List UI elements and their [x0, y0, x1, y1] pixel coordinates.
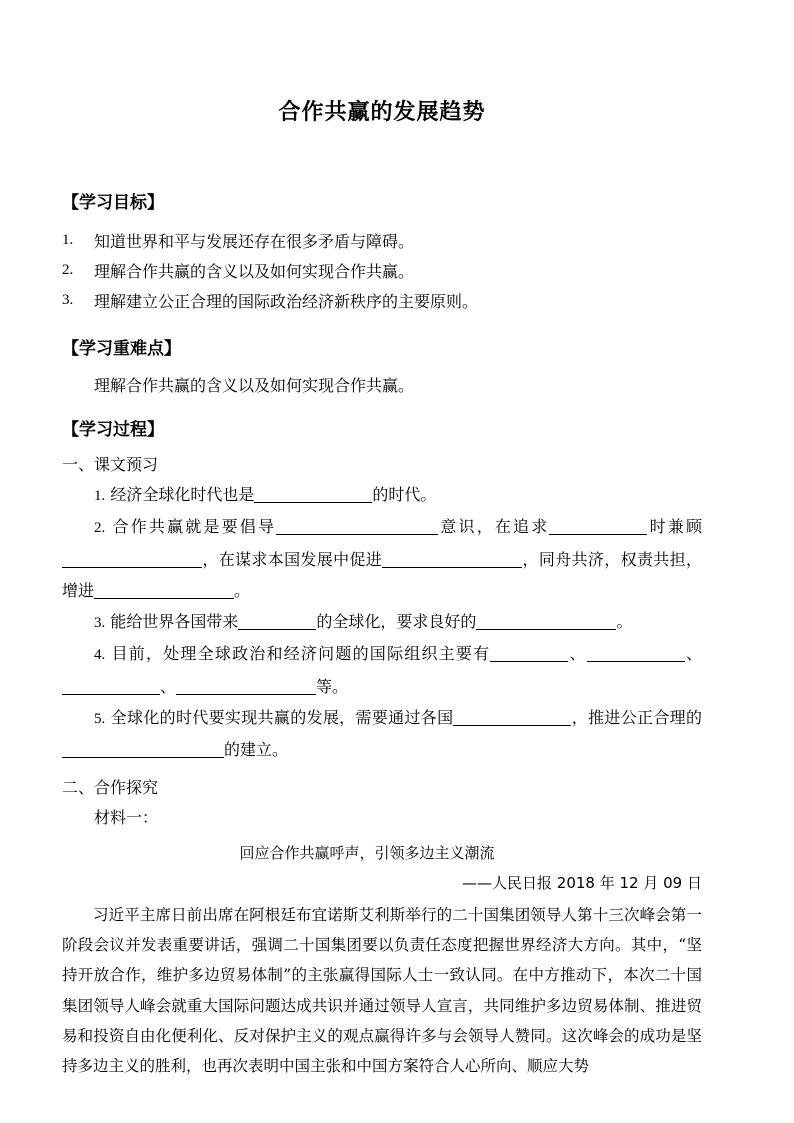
answer-blank[interactable]: [382, 552, 522, 568]
question-item-1: [62, 479, 702, 511]
list-item-text: 知道世界和平与发展还存在很多矛盾与障碍。: [94, 232, 415, 252]
section-heading-process: 【学习过程】: [62, 419, 164, 440]
objectives-list: [62, 227, 702, 316]
list-item-number: 1.: [62, 232, 74, 249]
list-item-number: 3.: [62, 291, 74, 308]
question-text-segment: 。: [616, 612, 633, 632]
material-body: [62, 900, 702, 1081]
question-number: 1.: [94, 488, 106, 505]
material-body-part-2: 的主张赢得国际人士一致认同。在中方推动下，本次二十国集团领导人峰会就重大国际问题达成共识并通过领导人宣言，共同维护多边贸易体制、推进贸易和投资自由化便利化、反对保护主义的观点赢得许多与会领导人赞同。这次峰会的成功是坚持多边主义的胜利，也再次表明中国主张和中国方案符合人心所向、顺应大势: [62, 966, 702, 1075]
question-text-segment: 的全球化，要求良好的: [316, 612, 477, 632]
answer-blank[interactable]: [549, 519, 647, 535]
question-number: 4.: [94, 647, 106, 664]
answer-blank[interactable]: [587, 646, 685, 662]
question-number: 5.: [94, 710, 106, 727]
list-item-text: 理解建立公正合理的国际政治经济新秩序的主要原则。: [94, 291, 479, 311]
answer-blank[interactable]: [62, 742, 224, 758]
material-title: 回应合作共赢呼声，引领多边主义潮流: [239, 844, 495, 863]
answer-blank[interactable]: [94, 583, 234, 599]
answer-blank[interactable]: [453, 710, 571, 726]
question-separator: 、: [160, 676, 177, 696]
question-text-segment: 全球化的时代要实现共赢的发展，需要通过各国: [110, 707, 454, 727]
list-item-text: 理解合作共赢的含义以及如何实现合作共赢。: [94, 261, 415, 281]
page-title: 合作共赢的发展趋势: [278, 100, 486, 125]
material-body-part-1: 习近平主席日前出席在阿根廷布宜诺斯艾利斯举行的二十国集团领导人第十三次峰会第一阶段会议并发表重要讲话，强调二十国集团要以负责任态度把握世界经济大方向。其中，: [62, 905, 702, 955]
answer-blank[interactable]: [254, 487, 372, 503]
question-text-segment: 。: [234, 580, 251, 600]
answer-blank[interactable]: [176, 679, 316, 695]
question-text-segment: 时兼顾: [647, 517, 702, 537]
question-text-segment: 目前，处理全球政治和经济问题的国际组织主要有: [111, 644, 491, 664]
question-item-2: [62, 511, 702, 606]
question-text-segment: ，在谋求本国发展中促进: [202, 549, 383, 569]
question-item-3: [62, 606, 702, 638]
question-item-5: [62, 702, 702, 765]
answer-blank[interactable]: [490, 646, 568, 662]
material-label: 材料一：: [94, 807, 159, 827]
question-text-segment: 的时代。: [372, 485, 437, 505]
answer-blank[interactable]: [476, 614, 616, 630]
subsection-heading-inquiry: 二、合作探究: [62, 778, 159, 798]
list-item: [62, 257, 702, 287]
answer-blank[interactable]: [62, 679, 160, 695]
answer-blank[interactable]: [62, 552, 202, 568]
question-separator: 、: [568, 644, 587, 664]
question-number: 3.: [94, 615, 106, 632]
question-text-segment: 的建立。: [224, 739, 289, 759]
question-number: 2.: [94, 520, 106, 537]
keypoints-text: 理解合作共赢的含义以及如何实现合作共赢。: [94, 376, 415, 396]
subsection-heading-preview: 一、课文预习: [62, 454, 159, 474]
question-text-segment: 意识，在追求: [438, 517, 550, 537]
answer-blank[interactable]: [238, 614, 316, 630]
preview-questions-list: [62, 479, 702, 765]
question-text-segment: ，推进公正合理的: [571, 707, 702, 727]
section-heading-keypoints: 【学习重难点】: [62, 339, 181, 360]
question-text-segment: 等。: [316, 676, 349, 696]
list-item-number: 2.: [62, 261, 74, 278]
question-text-segment: ，同舟共济，权责共担，增进: [62, 549, 702, 600]
section-heading-objectives: 【学习目标】: [62, 193, 164, 214]
material-source: ——人民日报 2018 年 12 月 09 日: [462, 874, 702, 893]
list-item: [62, 227, 702, 257]
answer-blank[interactable]: [276, 519, 438, 535]
material-body-quote: “坚持开放合作，维护多边贸易体制”: [62, 936, 702, 985]
list-item: [62, 287, 702, 317]
question-text-segment: 经济全球化时代也是: [110, 485, 255, 505]
question-text-segment: 能给世界各国带来: [110, 612, 239, 632]
question-item-4: [62, 638, 702, 701]
question-separator: 、: [684, 644, 702, 664]
document-content: [62, 0, 702, 1081]
question-text-segment: 合作共赢就是要倡导: [112, 517, 277, 537]
